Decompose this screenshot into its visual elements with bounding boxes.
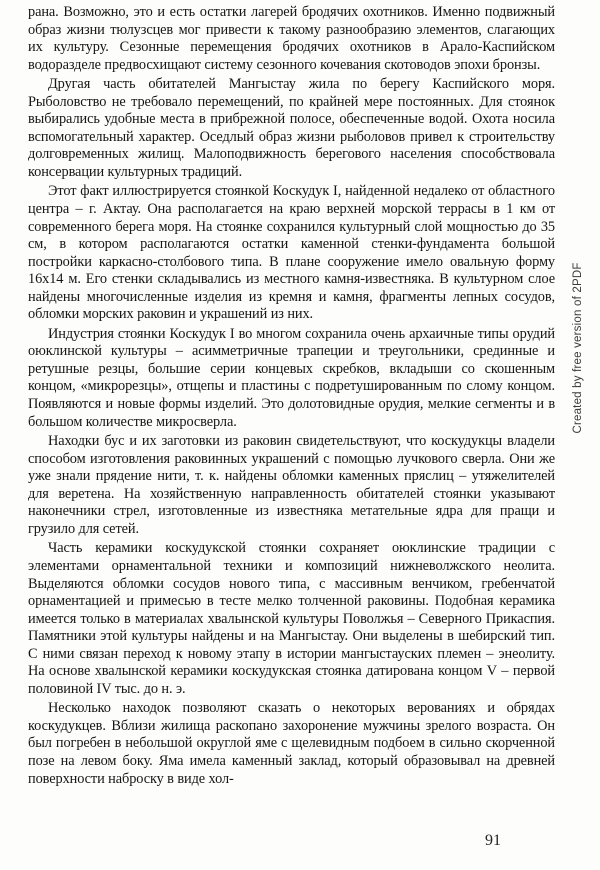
paragraph: Другая часть обитателей Мангыстау жила по берегу Каспийского моря. Рыболовство не требовало перемещений, по крайней мере постоянных. Для стоянок выбирались удобные места в прибрежной полосе, обеспеченные водой. Охота носила вспомогательный характер. Оседлый образ жизни рыболовов привел к строительству долговременных жилищ. Малоподвижность берегового населения способствовала консервации культурных традиций. [28, 76, 555, 180]
paragraph: рана. Возможно, это и есть остатки лагерей бродячих охотников. Именно подвижный образ жизни тюлузсцев мог привести к такому разнообразию элементов, слагающих их культуру. Сезонные перемещения бродячих охотников в Арало-Каспийском водоразделе предвосхищают систему сезонного кочевания скотоводов эпохи бронзы. [28, 4, 555, 73]
paragraph: Находки бус и их заготовки из раковин свидетельствуют, что коскудукцы владели способом изготовления раковинных украшений с помощью лучкового сверла. Они же уже знали прядение нити, т. к. найдены обломки каменных пряслиц – утяжелителей для веретена. На хозяйственную направленность обитателей стоянки указывают наконечники стрел, изготовленные из известняка метательные ядра для пращи и грузило для сетей. [28, 433, 555, 537]
paragraph: Этот факт иллюстрируется стоянкой Коскудук I, найденной недалеко от областного центра – г. Актау. Она располагается на краю верхней морской террасы в 1 км от современного берега моря. На стоянке сохранился культурный слой мощностью до 35 см, в котором располагаются остатки каменной стенки-фундамента большой постройки каркасно-столбового типа. В плане сооружение имело овальную форму 16х14 м. Его стенки складывались из местного камня-известняка. В культурном слое найдены многочисленные изделия из кремня и камня, фрагменты лепных сосудов, обломки морских раковин и украшений из них. [28, 183, 555, 323]
paragraph: Несколько находок позволяют сказать о некоторых верованиях и обрядах коскудукцев. Вблизи жилища раскопано захоронение мужчины зрелого возраста. Он был погребен в небольшой округлой яме с щелевидным подбоем в сильно скорченной позе на левом боку. Яма имела каменный заклад, который образовывал на древней поверхности наброску в виде хол- [28, 700, 555, 787]
watermark: Created by free version of 2PDF [572, 262, 584, 434]
paragraph: Часть керамики коскудукской стоянки сохраняет оюклинские традиции с элементами орнаментальной техники и композиций нижневолжского неолита. Выделяются обломки сосудов нового типа, с массивным венчиком, гребенчатой орнаментацией и примесью в тесте мелко толченной раковины. Подобная керамика имеется только в материалах хвалынской культуры Поволжья – Северного Прикаспия. Памятники этой культуры найдены и на Мангыстау. Они выделены в шебирский тип. С ними связан переход к новому этапу в истории мангыстауских племен – энеолиту. На основе хвалынской керамики коскудукская стоянка датирована концом V – первой половиной IV тыс. до н. э. [28, 540, 555, 697]
paragraph: Индустрия стоянки Коскудук I во многом сохранила очень архаичные типы орудий оюклинской культуры – асимметричные трапеции и треугольники, срединные и ретушные резцы, большие серии концевых скребков, вкладыши со скошенным концом, «микрорезцы», отщепы и пластины с подретушированным по слому концом. Появляются и новые формы изделий. Это долотовидные орудия, мелкие сегменты и в большом количестве микросверла. [28, 325, 555, 430]
body-text [28, 4, 555, 790]
page-number: 91 [485, 832, 501, 849]
